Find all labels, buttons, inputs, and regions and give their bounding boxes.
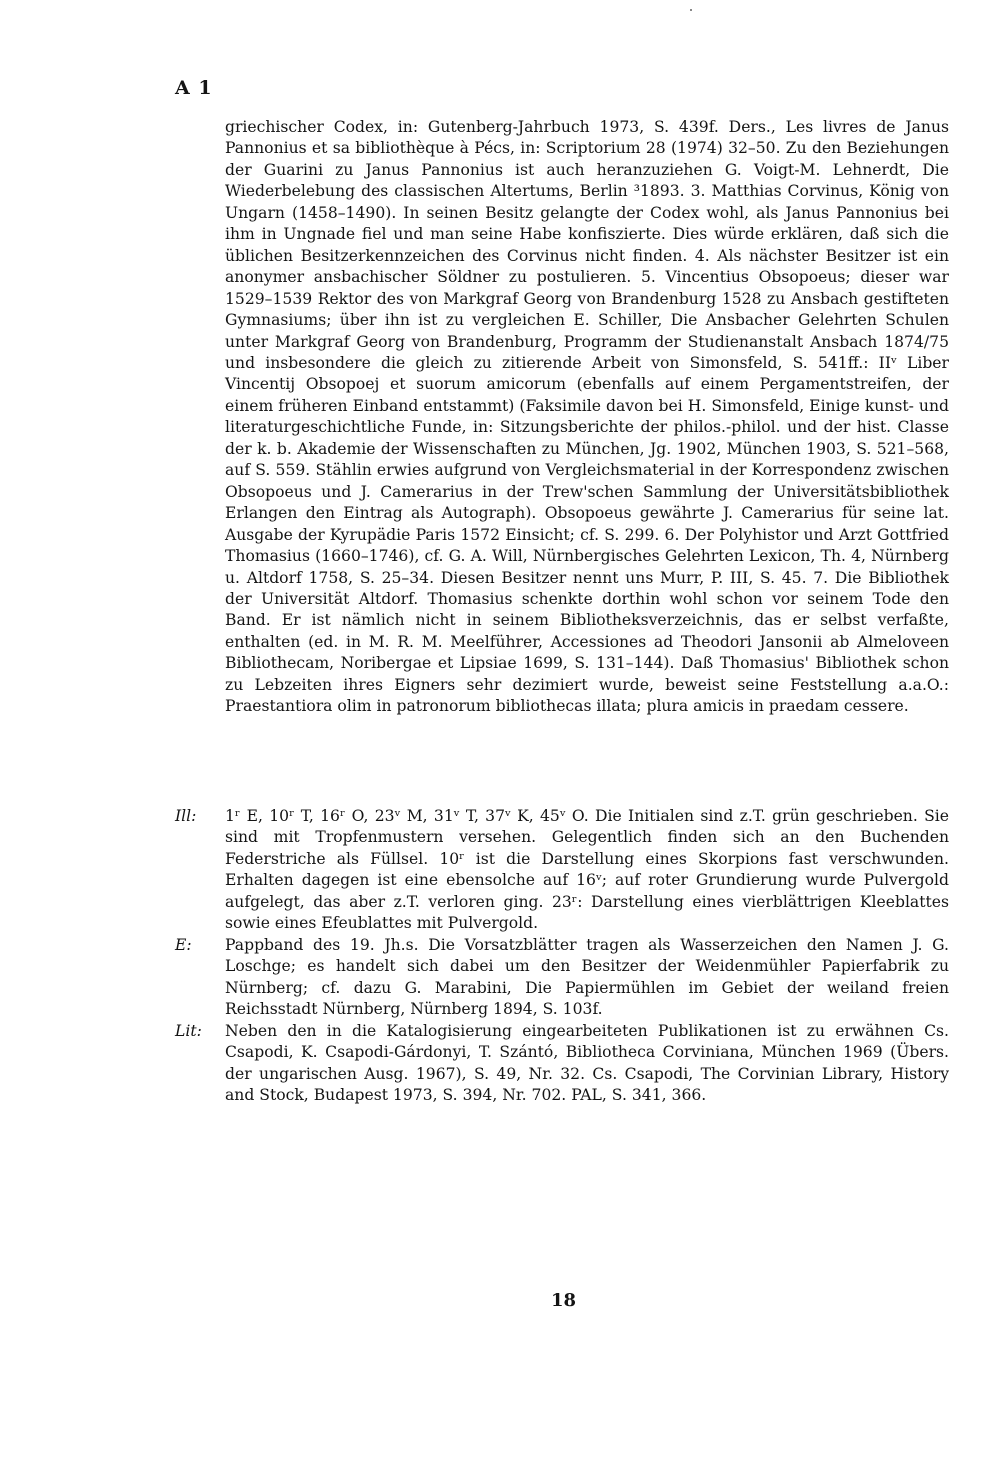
provenance-paragraph: griechischer Codex, in: Gutenberg-Jahrbuch 1973, S. 439f. Ders., Les livres de Janus Pannonius et sa bibliothèque à Pécs, in: Scriptorium 28 (1974) 32–50. Zu den Beziehungen der Guarini zu Janus Pannonius ist auch heranzuziehen G. Voigt-M. Lehnerdt, Die Wiederbelebung des classischen Altertums, Berlin ³1893. 3. Matthias Corvinus, König von Ungarn (1458–1490). In seinen Besitz gelangte der Codex wohl, als Janus Pannonius bei ihm in Ungnade fiel und man seine Habe konfiszierte. Dies würde erklären, daß sich die üblichen Besitzerkennzeichen des Corvinus nicht finden. 4. Als nächster Besitzer ist ein anonymer ansbachischer Söldner zu postulieren. 5. Vincentius Obsopoeus; dieser war 1529–1539 Rektor des von Markgraf Georg von Brandenburg 1528 zu Ansbach gestifteten Gymnasiums; über ihn ist zu vergleichen E. Schiller, Die Ansbacher Gelehrten Schulen unter Markgraf Georg von Brandenburg, Programm der Studienanstalt Ansbach 1874/75 und insbesondere die gleich zu zitierende Arbeit von Simonsfeld, S. 541ff.: IIᵛ Liber Vincentij Obsopoej et suorum amicorum (ebenfalls auf einem Pergamentstreifen, der einem früheren Einband entstammt) (Faksimile davon bei H. Simonsfeld, Einige kunst- und literaturgeschichtliche Funde, in: Sitzungsberichte der philos.-philol. und der hist. Classe der k. b. Akademie der Wissenschaften zu München, Jg. 1902, München 1903, S. 521–568, auf S. 559. Stählin erwies aufgrund von Vergleichsmaterial in der Korrespondenz zwischen Obsopoeus und J. Camerarius in der Trew'schen Sammlung der Universitätsbibliothek Erlangen den Eintrag als Autograph). Obsopoeus gewährte J. Camerarius für seine lat. Ausgabe der Kyrupädie Paris 1572 Einsicht; cf. S. 299. 6. Der Polyhistor und Arzt Gottfried Thomasius (1660–1746), cf. G. A. Will, Nürnbergisches Gelehrten Lexicon, Th. 4, Nürnberg u. Altdorf 1758, S. 25–34. Diesen Besitzer nennt uns Murr, P. III, S. 45. 7. Die Bibliothek der Universität Altdorf. Thomasius schenkte dorthin wohl schon vor seinem Tode den Band. Er ist nämlich nicht in seinem Bibliotheksverzeichnis, das er selbst verfaßte, enthalten (ed. in M. R. M. Meelführer, Accessiones ad Theodori Jansonii ab Almeloveen Bibliothecam, Noribergae et Lipsiae 1699, S. 131–144). Daß Thomasius' Bibliothek schon zu Lebzeiten ihres Eigners sehr dezimiert wurde, beweist seine Feststellung a.a.O.: Praestantiora olim in patronorum bibliothecas illata; plura amicis in praedam cessere. [225, 118, 949, 716]
e-entry: Pappband des 19. Jh.s. Die Vorsatzblätter tragen als Wasserzeichen den Namen J. G. Loschge; es handelt sich dabei um den Besitzer der Weidenmühler Papierfabrik zu Nürnberg; cf. dazu G. Marabini, Die Papiermühlen im Gebiet der weiland freien Reichsstadt Nürnberg, Nürnberg 1894, S. 103f. [225, 936, 949, 1019]
lit-entry: Neben den in die Katalogisierung eingearbeiteten Publikationen ist zu erwähnen Cs. Csapodi, K. Csapodi-Gárdonyi, T. Szántó, Bibliotheca Corviniana, München 1969 (Übers. der ungarischen Ausg. 1967), S. 49, Nr. 32. Cs. Csapodi, The Corvinian Library, History and Stock, Budapest 1973, S. 394, Nr. 702. PAL, S. 341, 366. [225, 1022, 949, 1105]
scan-speck [690, 9, 692, 11]
section-header: A 1 [175, 77, 213, 99]
e-label: E: [175, 936, 192, 954]
ill-label: Ill: [175, 807, 197, 825]
lit-label: Lit: [175, 1022, 202, 1040]
page-number: 18 [551, 1290, 577, 1311]
ill-entry: 1ʳ E, 10ʳ T, 16ʳ O, 23ᵛ M, 31ᵛ T, 37ᵛ K, 45ᵛ O. Die Initialen sind z.T. grün geschrieben. Sie sind mit Tropfenmustern versehen. Gelegentlich finden sich an den Buchenden Federstriche als Füllsel. 10ʳ ist die Darstellung eines Skorpions fast verschwunden. Erhalten dagegen ist eine ebensolche auf 16ᵛ; auf roter Grundierung wurde Pulvergold aufgelegt, das aber z.T. verloren ging. 23ʳ: Darstellung eines vierblättrigen Kleeblattes sowie eines Efeublattes mit Pulvergold. [225, 807, 949, 933]
